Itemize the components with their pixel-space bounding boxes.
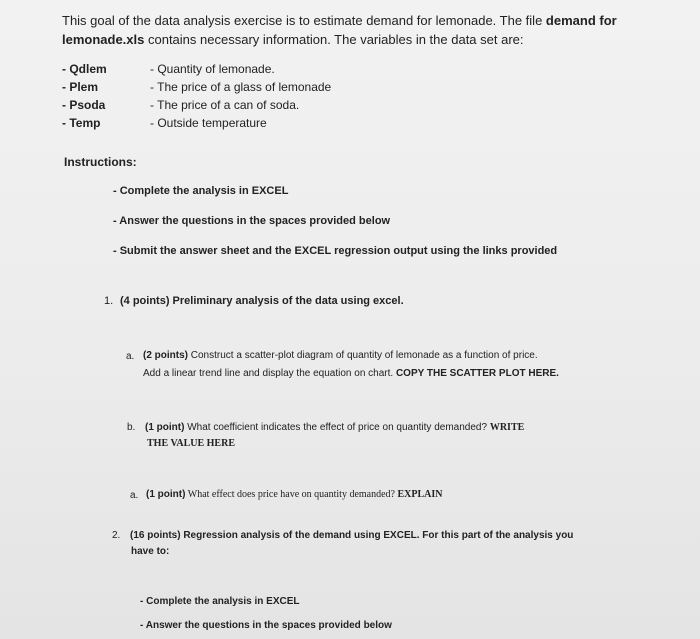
q1b-points: (1 point) <box>145 422 185 433</box>
q1c-line <box>146 489 443 500</box>
variable-desc: - Quantity of lemonade. <box>150 62 275 76</box>
q1b-line-2: THE VALUE HERE <box>147 438 235 449</box>
q1a-points: (2 points) <box>143 350 188 361</box>
question-2-line-2: have to: <box>131 546 170 557</box>
q1a-line-2 <box>143 368 559 379</box>
q1a-label: a. <box>126 351 135 362</box>
variable-name: - Psoda <box>62 98 106 112</box>
variable-name: - Plem <box>62 80 99 94</box>
q1c-label: a. <box>130 490 139 501</box>
variable-desc: - The price of a glass of lemonade <box>150 80 332 94</box>
variable-name: - Temp <box>62 116 101 130</box>
instruction-item: - Answer the questions in the spaces provided below <box>113 215 391 227</box>
variable-desc: - The price of a can of soda. <box>150 98 300 112</box>
q1a-instruction: COPY THE SCATTER PLOT HERE. <box>395 368 559 379</box>
q1a-text: Construct a scatter-plot diagram of quantity of lemonade as a function of price. <box>188 350 538 361</box>
q1b-line-1 <box>145 422 524 433</box>
q1b-label: b. <box>127 422 136 433</box>
question-2-number: 2. <box>112 530 121 541</box>
q2-item: - Answer the questions in the spaces provided below <box>140 620 392 631</box>
variable-name: - Qdlem <box>62 62 107 76</box>
intro-file-name-2: lemonade.xls <box>62 32 145 47</box>
q1a-line-1 <box>143 350 538 361</box>
instruction-item: - Complete the analysis in EXCEL <box>113 185 289 197</box>
variable-desc: - Outside temperature <box>150 116 267 130</box>
q2-item: - Complete the analysis in EXCEL <box>140 596 300 607</box>
intro-line-1 <box>62 13 617 28</box>
question-2-line-1: (16 points) Regression analysis of the demand using EXCEL. For this part of the analysis you <box>130 530 574 541</box>
q1c-instruction: EXPLAIN <box>397 489 443 500</box>
q1a-text-2: Add a linear trend line and display the equation on chart. <box>143 368 396 379</box>
q1c-points: (1 point) <box>146 489 186 500</box>
intro-text-2: contains necessary information. The variables in the data set are: <box>144 32 524 47</box>
instruction-item: - Submit the answer sheet and the EXCEL regression output using the links provided <box>113 245 558 257</box>
q1c-text: What effect does price have on quantity demanded? <box>185 489 398 500</box>
intro-line-2 <box>62 32 524 47</box>
q1b-instruction: WRITE <box>489 422 525 433</box>
question-1-text: (4 points) Preliminary analysis of the data using excel. <box>120 295 404 307</box>
q1b-text: What coefficient indicates the effect of price on quantity demanded? <box>184 422 490 433</box>
question-1-number: 1. <box>104 295 114 307</box>
intro-file-name: demand for <box>545 13 617 28</box>
instructions-heading: Instructions: <box>64 155 137 169</box>
intro-text: This goal of the data analysis exercise is to estimate demand for lemonade. The file <box>62 13 546 28</box>
